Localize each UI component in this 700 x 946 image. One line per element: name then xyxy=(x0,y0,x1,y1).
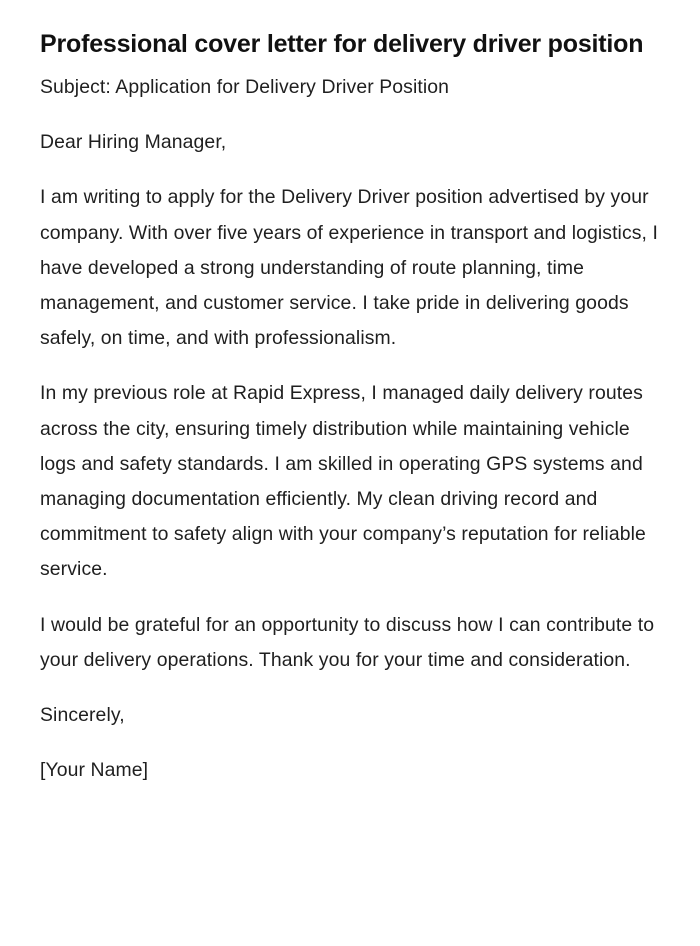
signature: [Your Name] xyxy=(40,759,149,782)
salutation: Dear Hiring Manager, xyxy=(40,131,227,154)
subject-line: Subject: Application for Delivery Driver Position xyxy=(40,76,450,98)
body-paragraph-1: I am writing to apply for the Delivery Driver position advertised by your company. With over five years of experience in transport and logistics, I have developed a strong understanding of route planning, time management, and customer service. I take pride in delivering goods safely, on time, and with professionalism. xyxy=(40,186,659,350)
body-paragraph-2: In my previous role at Rapid Express, I managed daily delivery routes across the city, ensuring timely distribution while maintaining vehicle logs and safety standards. I am skilled in operating GPS systems and managing documentation efficiently. My clean driving record and commitment to safety align with your company’s reputation for reliable service. xyxy=(40,382,646,581)
page-title: Professional cover letter for delivery driver position xyxy=(40,30,644,58)
body-paragraph-3: I would be grateful for an opportunity to discuss how I can contribute to your delivery operations. Thank you for your time and consideration. xyxy=(40,613,655,671)
closing: Sincerely, xyxy=(40,704,125,727)
